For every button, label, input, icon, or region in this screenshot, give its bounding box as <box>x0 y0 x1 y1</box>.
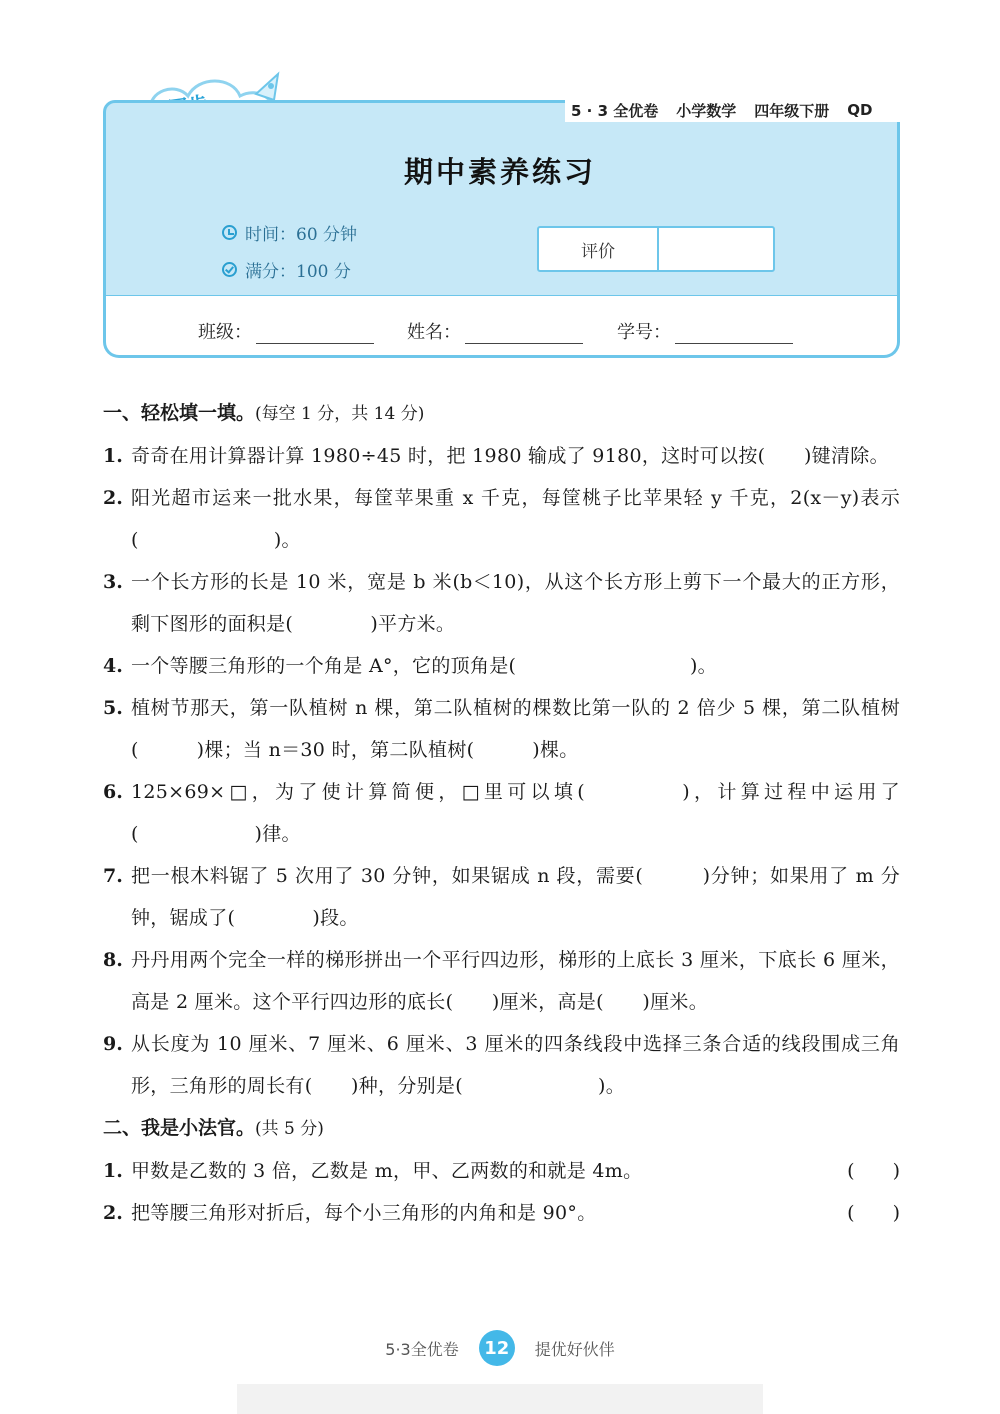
edition: QD <box>847 101 873 119</box>
question <box>103 477 900 561</box>
question-text: 一个等腰三角形的一个角是 A°，它的顶角是( )。 <box>131 655 717 677</box>
evaluation-label: 评价 <box>539 228 659 270</box>
question-text: 阳光超市运来一批水果，每筐苹果重 x 千克，每筐桃子比苹果轻 y 千克，2(x－y)表示( )。 <box>131 487 900 551</box>
section2-title: 二、我是小法官。 <box>103 1117 256 1139</box>
clock-icon <box>222 225 237 240</box>
question-text: 丹丹用两个完全一样的梯形拼出一个平行四边形，梯形的上底长 3 厘米，下底长 6 厘米，高是 2 厘米。这个平行四边形的底长( )厘米，高是( )厘米。 <box>131 949 900 1013</box>
page-footer <box>0 1330 1000 1366</box>
question-text: 从长度为 10 厘米、7 厘米、6 厘米、3 厘米的四条线段中选择三条合适的线段围成三角形，三角形的周长有( )种，分别是( )。 <box>131 1033 900 1097</box>
page-title: 期中素养练习 <box>403 155 596 189</box>
question-number: 2. <box>103 487 123 509</box>
answer-blank[interactable]: ( ) <box>847 1202 900 1224</box>
class-blank[interactable] <box>256 323 374 344</box>
student-id-blank[interactable] <box>675 323 793 344</box>
question-text: 甲数是乙数的 3 倍，乙数是 m，甲、乙两数的和就是 4m。 <box>131 1160 643 1182</box>
question <box>103 939 900 1023</box>
class-field <box>198 318 374 344</box>
time-label: 时间：60 分钟 <box>245 225 358 245</box>
evaluation-box <box>537 226 775 272</box>
question-text: 奇奇在用计算器计算 1980÷45 时，把 1980 输成了 9180，这时可以按( )键清除。 <box>131 445 889 467</box>
question-number: 2. <box>103 1202 123 1224</box>
question <box>103 1023 900 1107</box>
question-text: 125×69×□，为了使计算简便，□里可以填( )，计算过程中运用了( )律。 <box>131 781 900 845</box>
student-id-label: 学号： <box>617 322 671 343</box>
score-info <box>222 257 351 282</box>
footer-brand: 5·3全优卷 <box>385 1339 459 1359</box>
page-number: 12 <box>479 1330 515 1366</box>
answer-blank[interactable]: ( ) <box>847 1160 900 1182</box>
student-id-field <box>617 318 793 344</box>
question <box>103 687 900 771</box>
question <box>103 645 900 687</box>
footer-shade <box>237 1384 763 1414</box>
judgement-question <box>103 1150 900 1192</box>
subject: 小学数学 <box>676 101 737 120</box>
question-number: 1. <box>103 1160 123 1182</box>
question <box>103 435 900 477</box>
score-label: 满分：100 分 <box>245 262 351 282</box>
section2-note: (共 5 分) <box>255 1119 324 1139</box>
section1-heading <box>103 392 900 435</box>
evaluation-field[interactable] <box>659 228 773 270</box>
question-text: 植树节那天，第一队植树 n 棵，第二队植树的棵数比第一队的 2 倍少 5 棵，第二队植树( )棵；当 n＝30 时，第二队植树( )棵。 <box>131 697 900 761</box>
question-number: 3. <box>103 571 123 593</box>
section2-heading <box>103 1107 900 1150</box>
series-info <box>565 98 911 122</box>
question-number: 6. <box>103 781 123 803</box>
question-text: 把等腰三角形对折后，每个小三角形的内角和是 90°。 <box>131 1202 597 1224</box>
question-number: 4. <box>103 655 123 677</box>
class-label: 班级： <box>198 322 252 343</box>
grade: 四年级下册 <box>754 101 830 120</box>
question <box>103 771 900 855</box>
question-text: 一个长方形的长是 10 米，宽是 b 米(b＜10)，从这个长方形上剪下一个最大的正方形，剩下图形的面积是( )平方米。 <box>131 571 900 635</box>
exam-content <box>103 392 900 1234</box>
question-number: 9. <box>103 1033 123 1055</box>
section1-note: (每空 1 分，共 14 分) <box>255 404 425 424</box>
time-info <box>222 220 357 245</box>
question <box>103 855 900 939</box>
footer-slogan: 提优好伙伴 <box>534 1339 615 1359</box>
question-number: 8. <box>103 949 123 971</box>
question-number: 5. <box>103 697 123 719</box>
question-number: 1. <box>103 445 123 467</box>
name-label: 姓名： <box>407 322 461 343</box>
name-field <box>407 318 583 344</box>
question <box>103 561 900 645</box>
check-icon <box>222 262 237 277</box>
judgement-question <box>103 1192 900 1234</box>
series-name: 5 · 3 全优卷 <box>571 101 659 120</box>
question-number: 7. <box>103 865 123 887</box>
section1-title: 一、轻松填一填。 <box>103 402 256 424</box>
question-text: 把一根木料锯了 5 次用了 30 分钟，如果锯成 n 段，需要( )分钟；如果用了 m 分钟，锯成了( )段。 <box>131 865 900 929</box>
name-blank[interactable] <box>465 323 583 344</box>
